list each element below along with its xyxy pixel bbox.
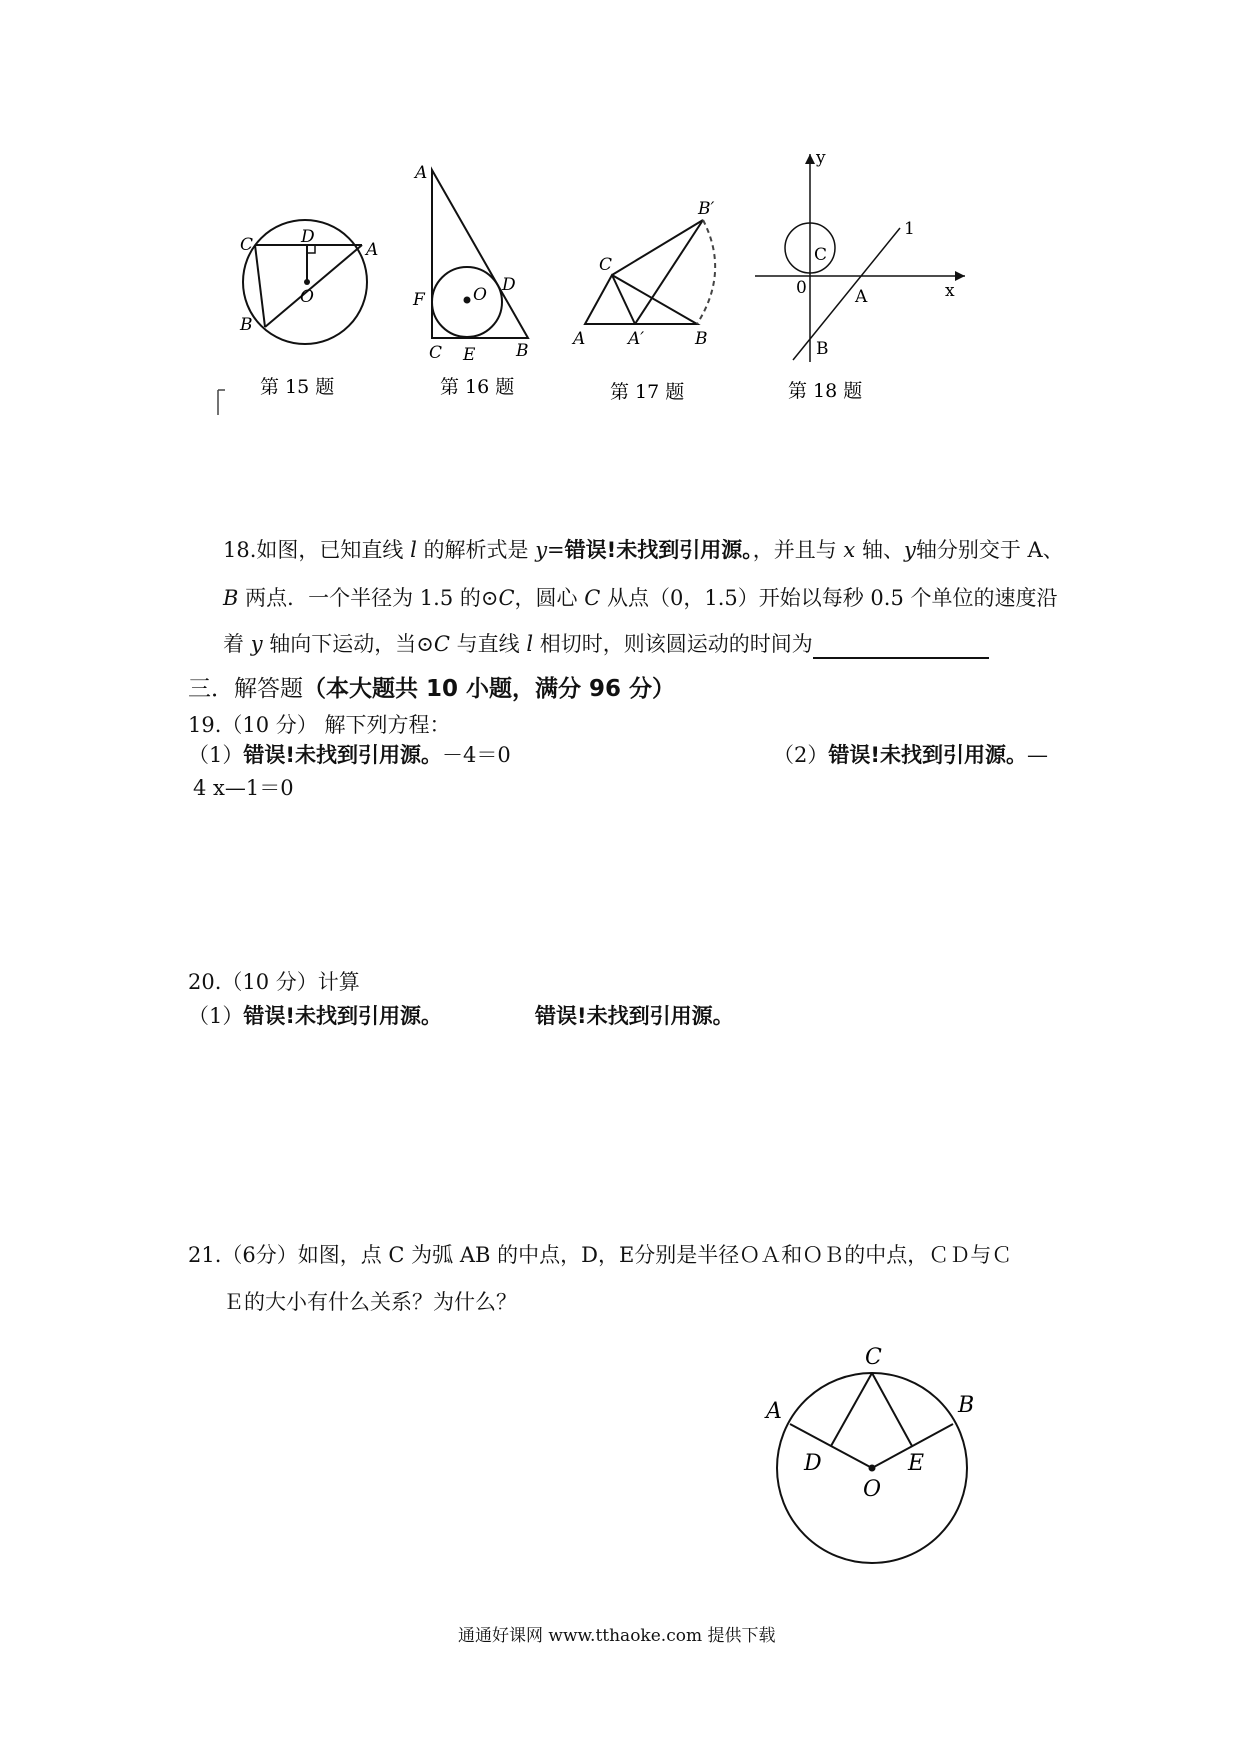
figure-17 bbox=[571, 199, 715, 403]
q20-error-ref-1: 错误!未找到引用源。 bbox=[243, 1004, 442, 1028]
q18-answer-blank[interactable] bbox=[813, 635, 989, 659]
q20-error-ref-2: 错误!未找到引用源。 bbox=[535, 1004, 734, 1028]
fig17-caption: 第 17 题 bbox=[610, 381, 685, 403]
q19-part-2-cont: 4 x—1＝0 bbox=[193, 776, 294, 800]
q19-head: 19.（10 分） 解下列方程： bbox=[188, 713, 451, 737]
fig18-label-origin: 0 bbox=[796, 278, 807, 298]
q19-error-ref-2: 错误!未找到引用源。 bbox=[828, 743, 1027, 767]
fig16-label-D: D bbox=[502, 275, 516, 295]
q18-error-ref: 错误!未找到引用源。 bbox=[564, 538, 753, 562]
fig18-label-B: B bbox=[816, 339, 829, 359]
q21-label-O: O bbox=[863, 1477, 882, 1502]
fig15-label-A: A bbox=[366, 240, 379, 260]
fig16-label-F: F bbox=[413, 290, 425, 310]
q21-label-B: B bbox=[958, 1393, 975, 1418]
fig17-label-A-prime: A′ bbox=[628, 329, 645, 349]
fig15-label-O: O bbox=[300, 287, 314, 307]
fig18-label-y: y bbox=[816, 150, 826, 168]
fig16-label-E: E bbox=[463, 345, 476, 365]
fig16-label-C: C bbox=[429, 343, 443, 363]
fig15-label-B: B bbox=[240, 315, 253, 335]
q21-label-C: C bbox=[865, 1345, 882, 1370]
section-3-title: 三．解答题（本大题共 10 小题，满分 96 分） bbox=[188, 676, 676, 702]
fig16-label-B: B bbox=[516, 341, 529, 361]
fig17-label-B: B bbox=[695, 329, 708, 349]
page-footer: 通通好课网 www.tthaoke.com 提供下载 bbox=[458, 1626, 776, 1646]
fig17-label-C: C bbox=[599, 255, 613, 275]
fig18-label-C: C bbox=[814, 245, 828, 265]
fig16-label-A: A bbox=[415, 163, 428, 183]
q21-label-E: E bbox=[908, 1451, 925, 1476]
fig18-label-A: A bbox=[855, 287, 868, 307]
figure-15 bbox=[239, 220, 378, 398]
q21-line-2: Ｅ的大小有什么关系？为什么？ bbox=[223, 1290, 517, 1314]
fig15-label-D: D bbox=[301, 227, 315, 247]
q20-head: 20.（10 分）计算 bbox=[188, 970, 360, 994]
q18-number: 18. bbox=[223, 538, 257, 562]
q18-line-1: 18.如图，已知直线 l 的解析式是 y=错误!未找到引用源。，并且与 x 轴、y轴分别交于 A、 bbox=[223, 538, 1064, 562]
fig18-caption: 第 18 题 bbox=[788, 380, 863, 402]
q21-line-1: 21.（6分）如图，点 C 为弧 AB 的中点，D，E分别是半径ＯＡ和ＯＢ的中点，ＣＤ与Ｃ bbox=[188, 1243, 1013, 1267]
fig18-label-line: 1 bbox=[904, 219, 915, 239]
fig17-label-B-prime: B′ bbox=[698, 199, 715, 219]
q19-error-ref-1: 错误!未找到引用源。 bbox=[243, 743, 442, 767]
q19-part-1: （1）错误!未找到引用源。－4＝0 bbox=[188, 743, 511, 767]
fig17-label-A: A bbox=[573, 329, 586, 349]
fig18-label-x: x bbox=[945, 281, 955, 301]
figure-18 bbox=[755, 150, 965, 402]
fig15-label-C: C bbox=[240, 235, 254, 255]
q21-label-A: A bbox=[766, 1399, 782, 1424]
fig16-label-O: O bbox=[473, 285, 487, 305]
q18-line-2: B 两点．一个半径为 1.5 的⊙C，圆心 C 从点（0，1.5）开始以每秒 0.5 个单位的速度沿 bbox=[223, 586, 1058, 610]
q20-part-1: （1）错误!未找到引用源。 bbox=[188, 1004, 442, 1028]
figure-16 bbox=[412, 163, 529, 398]
q21-label-D: D bbox=[804, 1451, 822, 1476]
fig15-caption: 第 15 题 bbox=[260, 376, 335, 398]
q18-line-3: 着 y 轴向下运动，当⊙C 与直线 l 相切时，则该圆运动的时间为 bbox=[223, 629, 989, 659]
figures-strip bbox=[210, 150, 1090, 470]
q21-figure bbox=[760, 1340, 1000, 1580]
fig16-caption: 第 16 题 bbox=[440, 376, 515, 398]
q19-part-2: （2）错误!未找到引用源。— bbox=[773, 743, 1048, 767]
